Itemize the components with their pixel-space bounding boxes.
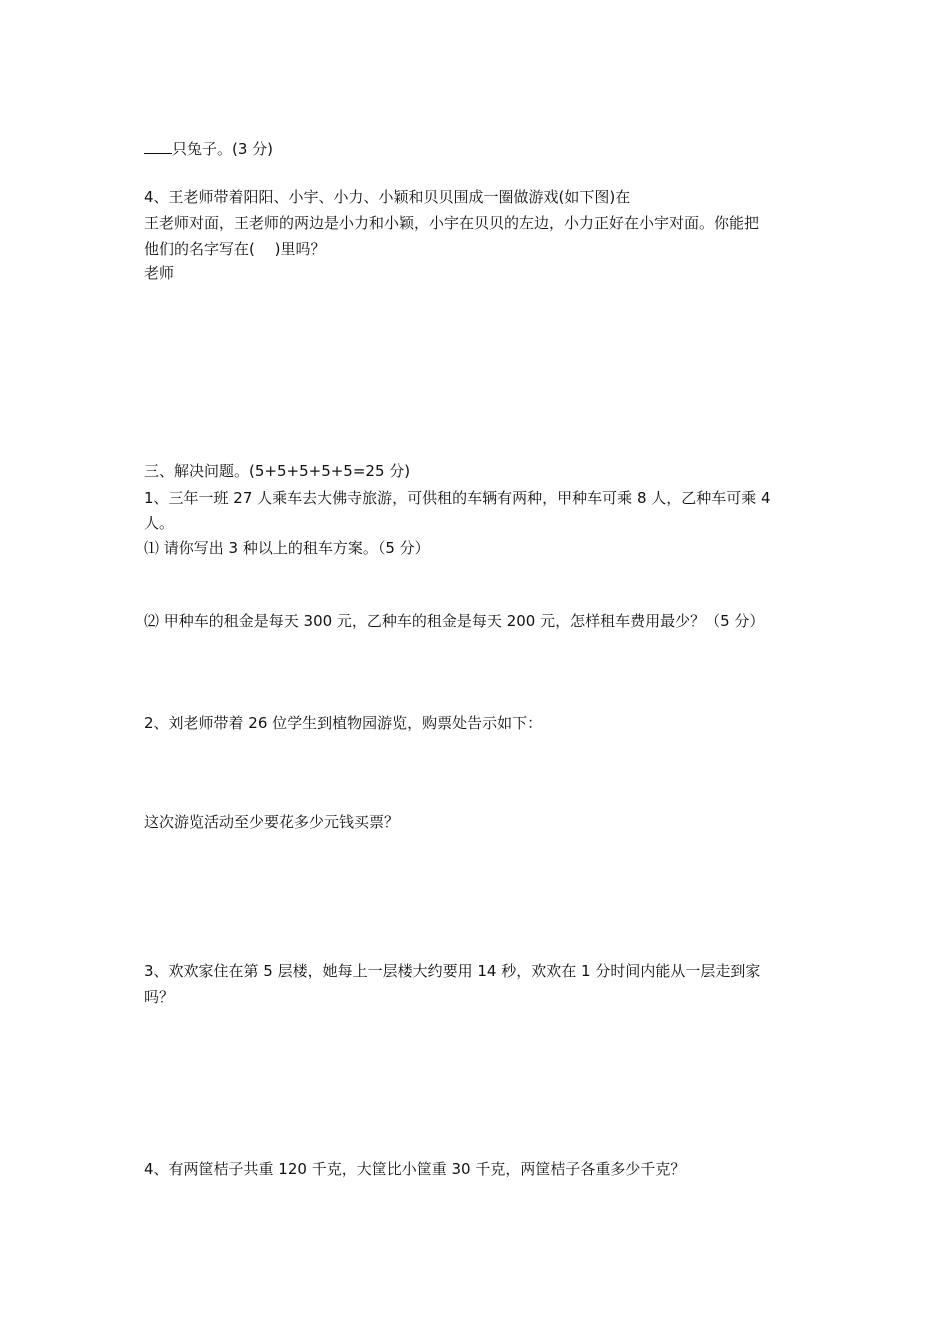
circle-figure-teacher-label: 老师 (144, 264, 175, 282)
stairs-question-line-1: 3、欢欢家住在第 5 层楼，她每上一层楼大约要用 14 秒，欢欢在 1 分时间内能从一层走到家 (144, 962, 761, 980)
circle-game-question-line-3: 他们的名字写在( )里吗？ (144, 240, 326, 258)
car-rental-question-line-2: 人。 (144, 514, 175, 532)
circle-game-question-line-1: 4、王老师带着阳阳、小宇、小力、小颖和贝贝围成一圈做游戏(如下图)在 (144, 188, 631, 206)
rabbit-question-tail (144, 138, 273, 160)
answer-blank[interactable] (144, 138, 172, 154)
garden-ticket-question-line-1: 2、刘老师带着 26 位学生到植物园游览，购票处告示如下： (144, 714, 543, 732)
stairs-question-line-2: 吗？ (144, 988, 175, 1006)
rabbit-question-text: 只兔子。(3 分) (172, 140, 274, 158)
car-rental-part-1: ⑴ 请你写出 3 种以上的租车方案。（5 分） (144, 539, 430, 557)
section-3-heading: 三、解决问题。(5+5+5+5+5=25 分) (144, 462, 411, 480)
garden-ticket-question-line-2: 这次游览活动至少要花多少元钱买票？ (144, 813, 400, 831)
oranges-question-line-1: 4、有两筐桔子共重 120 千克，大筐比小筐重 30 千克，两筐桔子各重多少千克？ (144, 1160, 686, 1178)
car-rental-question-line-1: 1、三年一班 27 人乘车去大佛寺旅游，可供租的车辆有两种，甲种车可乘 8 人，乙种车可乘 4 (144, 489, 771, 507)
circle-game-question-line-2: 王老师对面，王老师的两边是小力和小颖，小宇在贝贝的左边，小力正好在小宇对面。你能把 (144, 214, 760, 232)
car-rental-part-2: ⑵ 甲种车的租金是每天 300 元，乙种车的租金是每天 200 元，怎样租车费用最少？（5 分） (144, 612, 765, 630)
